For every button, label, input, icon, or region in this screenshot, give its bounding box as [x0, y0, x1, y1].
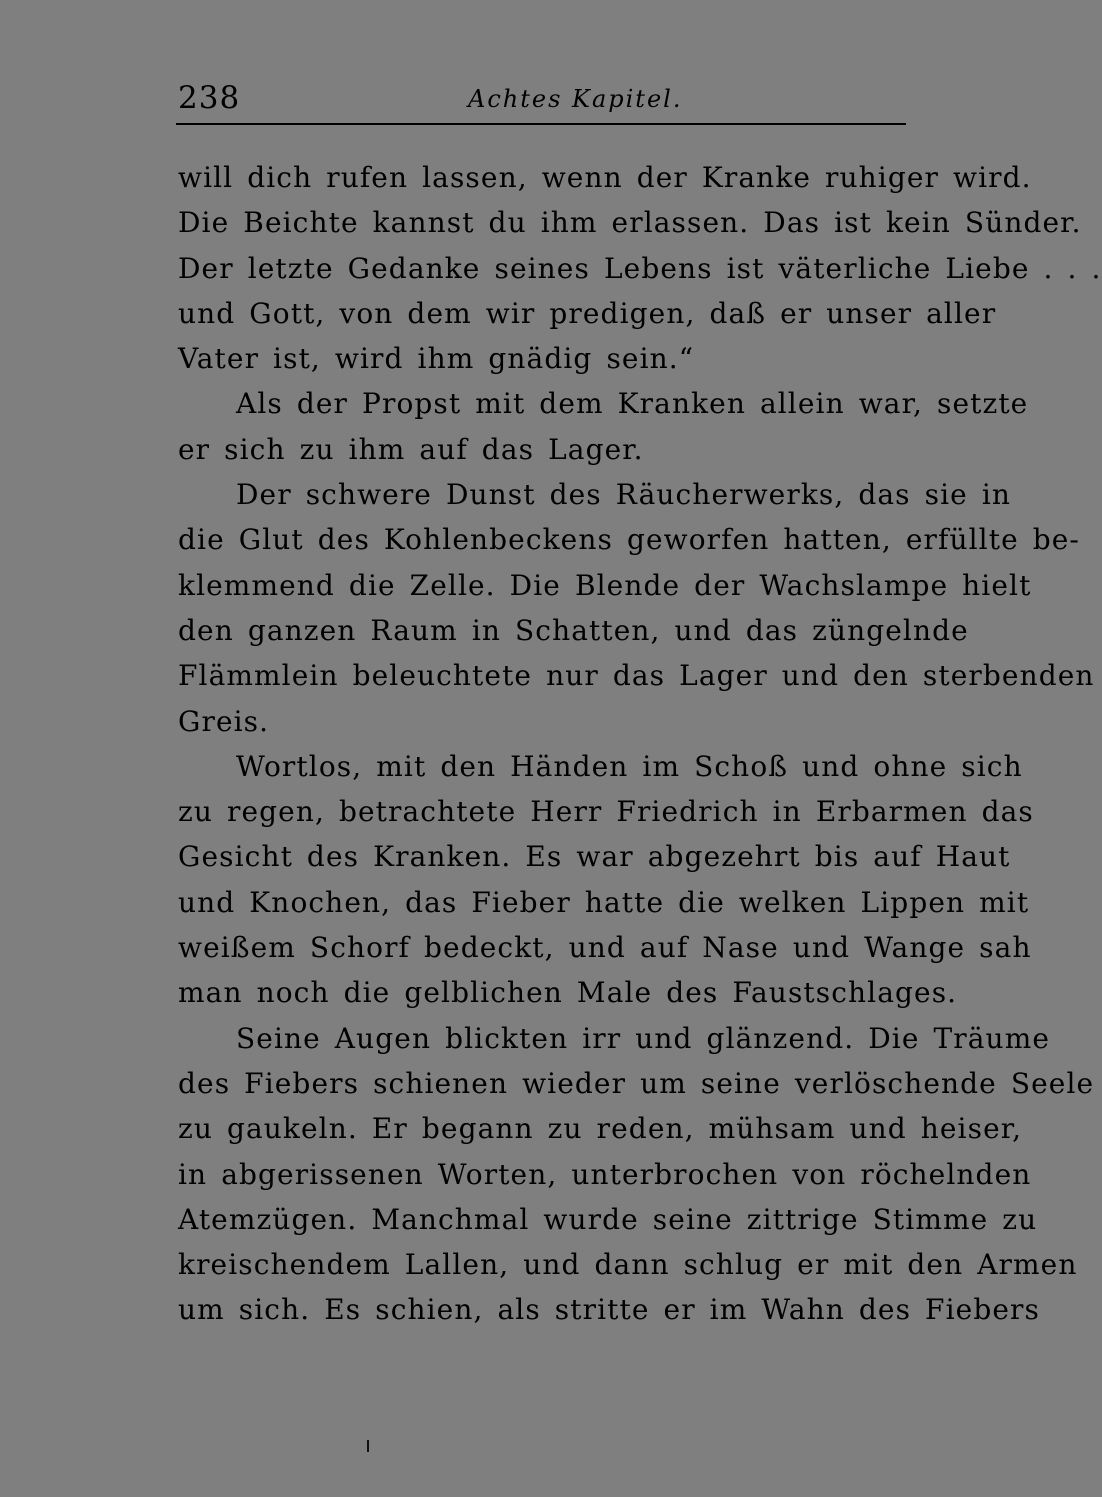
text-line: kreischendem Lallen, und dann schlug er mit den Armen [178, 1248, 1078, 1282]
text-line: Seine Augen blickten irr und glänzend. Die Träume [236, 1021, 1051, 1055]
text-line: Der schwere Dunst des Räucherwerks, das sie in [236, 478, 1012, 512]
text-line: zu regen, betrachtete Herr Friedrich in Erbarmen das [178, 795, 1034, 829]
header-rule [176, 123, 906, 125]
body-text [178, 155, 1102, 1333]
text-line: Vater ist, wird ihm gnädig sein.“ [178, 342, 695, 376]
text-line: Greis. [178, 704, 270, 738]
text-line: er sich zu ihm auf das Lager. [178, 432, 644, 466]
chapter-title: Achtes Kapitel. [468, 85, 683, 113]
text-line: will dich rufen lassen, wenn der Kranke ruhiger wird. [178, 161, 1032, 194]
text-line: die Glut des Kohlenbeckens geworfen hatten, erfüllte be- [178, 523, 1080, 557]
text-line: weißem Schorf bedeckt, und auf Nase und Wange sah [178, 931, 1032, 965]
text-line: in abgerissenen Worten, unterbrochen von röchelnden [178, 1157, 1032, 1191]
page-number: 238 [178, 80, 241, 116]
text-line: und Knochen, das Fieber hatte die welken Lippen mit [178, 885, 1030, 919]
text-line: Die Beichte kannst du ihm erlassen. Das ist kein Sünder. [178, 206, 1082, 240]
text-line: man noch die gelblichen Male des Faustschlages. [178, 976, 958, 1010]
text-line: zu gaukeln. Er begann zu reden, mühsam und heiser, [178, 1112, 1023, 1146]
paragraph-2 [178, 381, 1029, 472]
text-line: den ganzen Raum in Schatten, und das züngelnde [178, 613, 969, 647]
paragraph-4 [178, 744, 1034, 1016]
text-line: Atemzügen. Manchmal wurde seine zittrige Stimme zu [178, 1202, 1038, 1236]
paragraph-5 [178, 1016, 1095, 1333]
text-line: Flämmlein beleuchtete nur das Lager und den sterbenden [178, 659, 1095, 693]
text-line: Der letzte Gedanke seines Lebens ist väterliche Liebe . . . [178, 251, 1102, 285]
text-line: des Fiebers schienen wieder um seine verlöschende Seele [178, 1066, 1095, 1100]
print-speck [367, 1440, 369, 1452]
text-line: klemmend die Zelle. Die Blende der Wachslampe hielt [178, 568, 1032, 602]
text-line: und Gott, von dem wir predigen, daß er unser aller [178, 296, 997, 330]
paragraph-1 [178, 155, 1102, 381]
text-line: um sich. Es schien, als stritte er im Wahn des Fiebers [178, 1293, 1040, 1327]
running-head [178, 72, 906, 120]
text-line: Gesicht des Kranken. Es war abgezehrt bis auf Haut [178, 840, 1011, 874]
text-line: Als der Propst mit dem Kranken allein war, setzte [236, 387, 1029, 421]
text-line: Wortlos, mit den Händen im Schoß und ohne sich [236, 749, 1023, 783]
paragraph-3 [178, 472, 1095, 744]
